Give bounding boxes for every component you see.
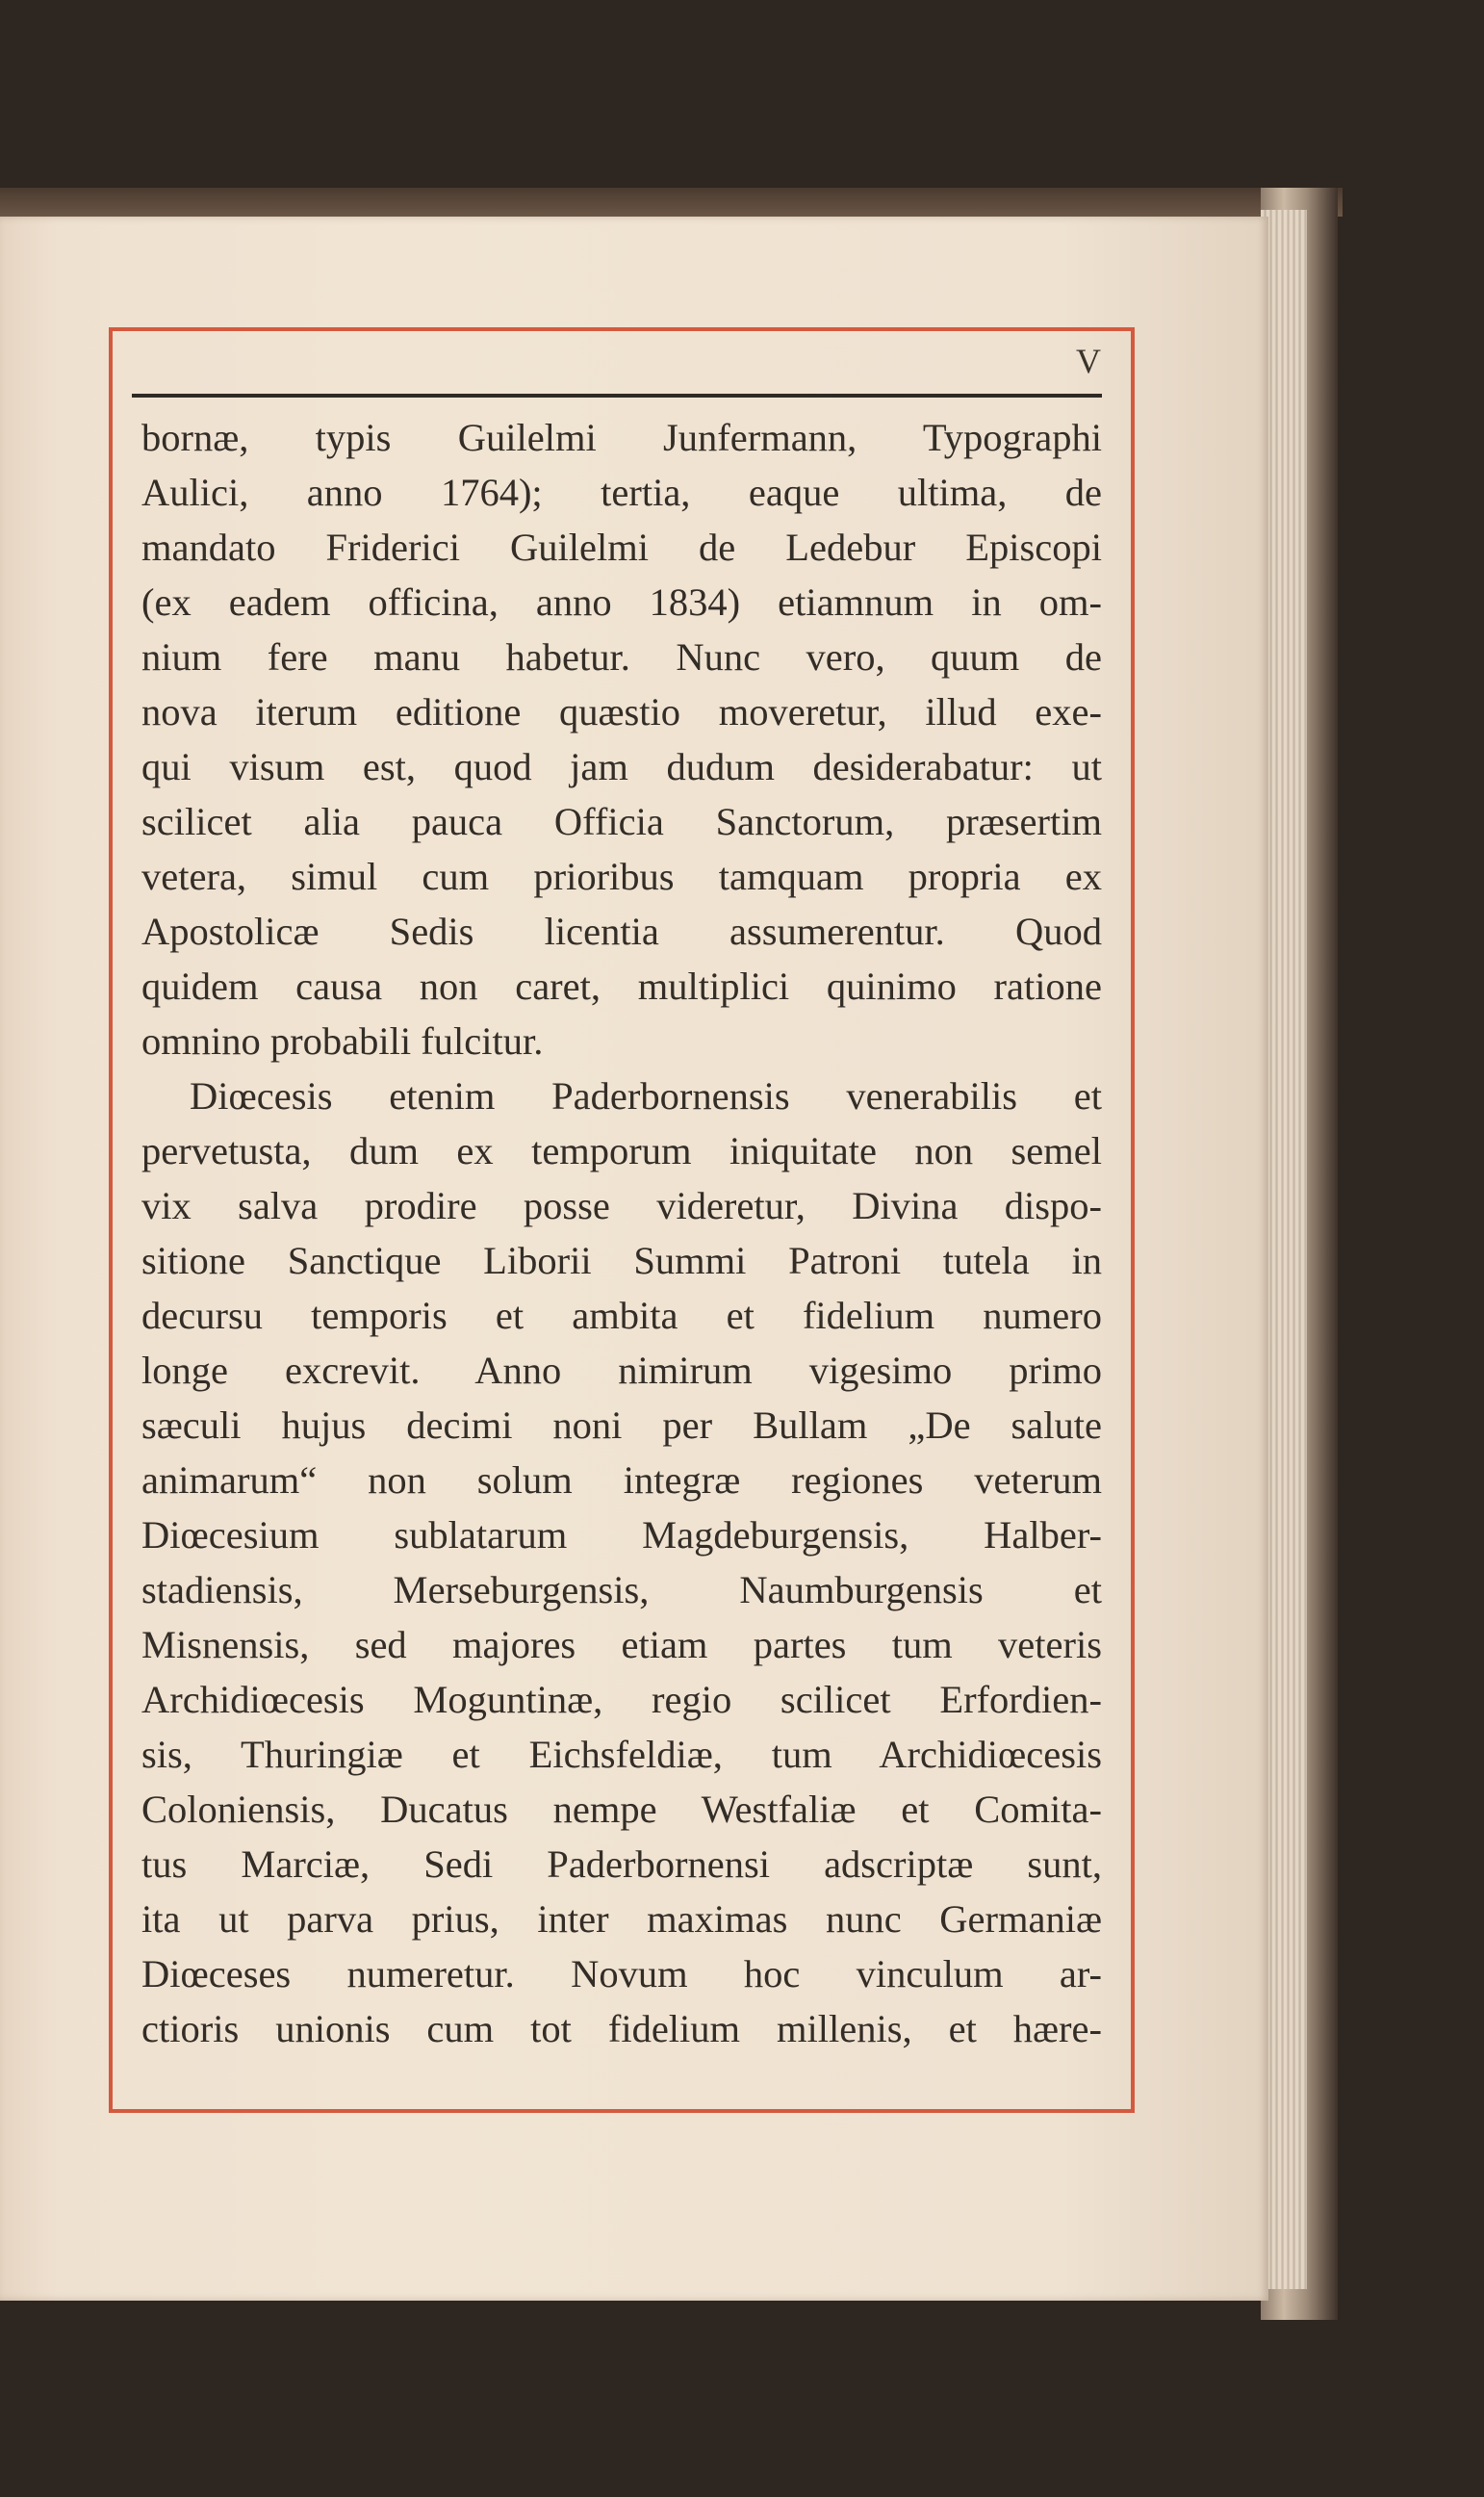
text-line: animarum“ non solum integræ regiones veterum <box>141 1458 1102 1502</box>
book-cover-top-edge <box>0 188 1343 217</box>
text-line: Coloniensis, Ducatus nempe Westfaliæ et Comita- <box>141 1788 1102 1831</box>
text-line: scilicet alia pauca Officia Sanctorum, præsertim <box>141 800 1102 843</box>
text-line: quidem causa non caret, multiplici quinimo ratione <box>141 965 1102 1008</box>
text-line: Diœcesium sublatarum Magdeburgensis, Halber- <box>141 1513 1102 1557</box>
text-line: Aulici, anno 1764); tertia, eaque ultima, de <box>141 471 1102 514</box>
text-line: Apostolicæ Sedis licentia assumerentur. Quod <box>141 910 1102 953</box>
page-number: V <box>1076 342 1102 380</box>
text-line: omnino probabili fulcitur. <box>141 1019 544 1063</box>
text-line: (ex eadem officina, anno 1834) etiamnum in om- <box>141 580 1102 624</box>
text-line: vetera, simul cum prioribus tamquam propria ex <box>141 855 1102 898</box>
text-line: Archidiœcesis Moguntinæ, regio scilicet Erfordien- <box>141 1678 1102 1721</box>
red-page-frame <box>109 327 1135 2113</box>
text-line: ita ut parva prius, inter maximas nunc Germaniæ <box>141 1897 1102 1941</box>
text-line: sis, Thuringiæ et Eichsfeldiæ, tum Archidiœcesis <box>141 1733 1102 1776</box>
text-line: bornæ, typis Guilelmi Junfermann, Typographi <box>141 416 1102 459</box>
text-line: Misnensis, sed majores etiam partes tum veteris <box>141 1623 1102 1666</box>
text-line: Diœceses numeretur. Novum hoc vinculum ar- <box>141 1952 1102 1995</box>
text-line: sæculi hujus decimi noni per Bullam „De salute <box>141 1403 1102 1447</box>
text-line: mandato Friderici Guilelmi de Ledebur Episcopi <box>141 526 1102 569</box>
text-line: longe excrevit. Anno nimirum vigesimo primo <box>141 1349 1102 1392</box>
book-page <box>0 217 1268 2301</box>
text-line: pervetusta, dum ex temporum iniquitate non semel <box>141 1129 1102 1172</box>
text-line: qui visum est, quod jam dudum desiderabatur: ut <box>141 745 1102 788</box>
text-line: stadiensis, Merseburgensis, Naumburgensis et <box>141 1568 1102 1611</box>
header-rule <box>132 394 1102 398</box>
text-line: tus Marciæ, Sedi Paderbornensi adscriptæ sunt, <box>141 1842 1102 1886</box>
text-line: decursu temporis et ambita et fidelium numero <box>141 1294 1102 1337</box>
text-line: vix salva prodire posse videretur, Divina dispo- <box>141 1184 1102 1227</box>
text-line: nium fere manu habetur. Nunc vero, quum de <box>141 635 1102 679</box>
text-line: nova iterum editione quæstio moveretur, illud exe- <box>141 690 1102 734</box>
body-text <box>141 410 1102 2056</box>
text-line: Diœcesis etenim Paderbornensis venerabilis et <box>190 1074 1102 1118</box>
text-line: ctioris unionis cum tot fidelium millenis, et hære- <box>141 2007 1102 2050</box>
text-line: sitione Sanctique Liborii Summi Patroni tutela in <box>141 1239 1102 1282</box>
